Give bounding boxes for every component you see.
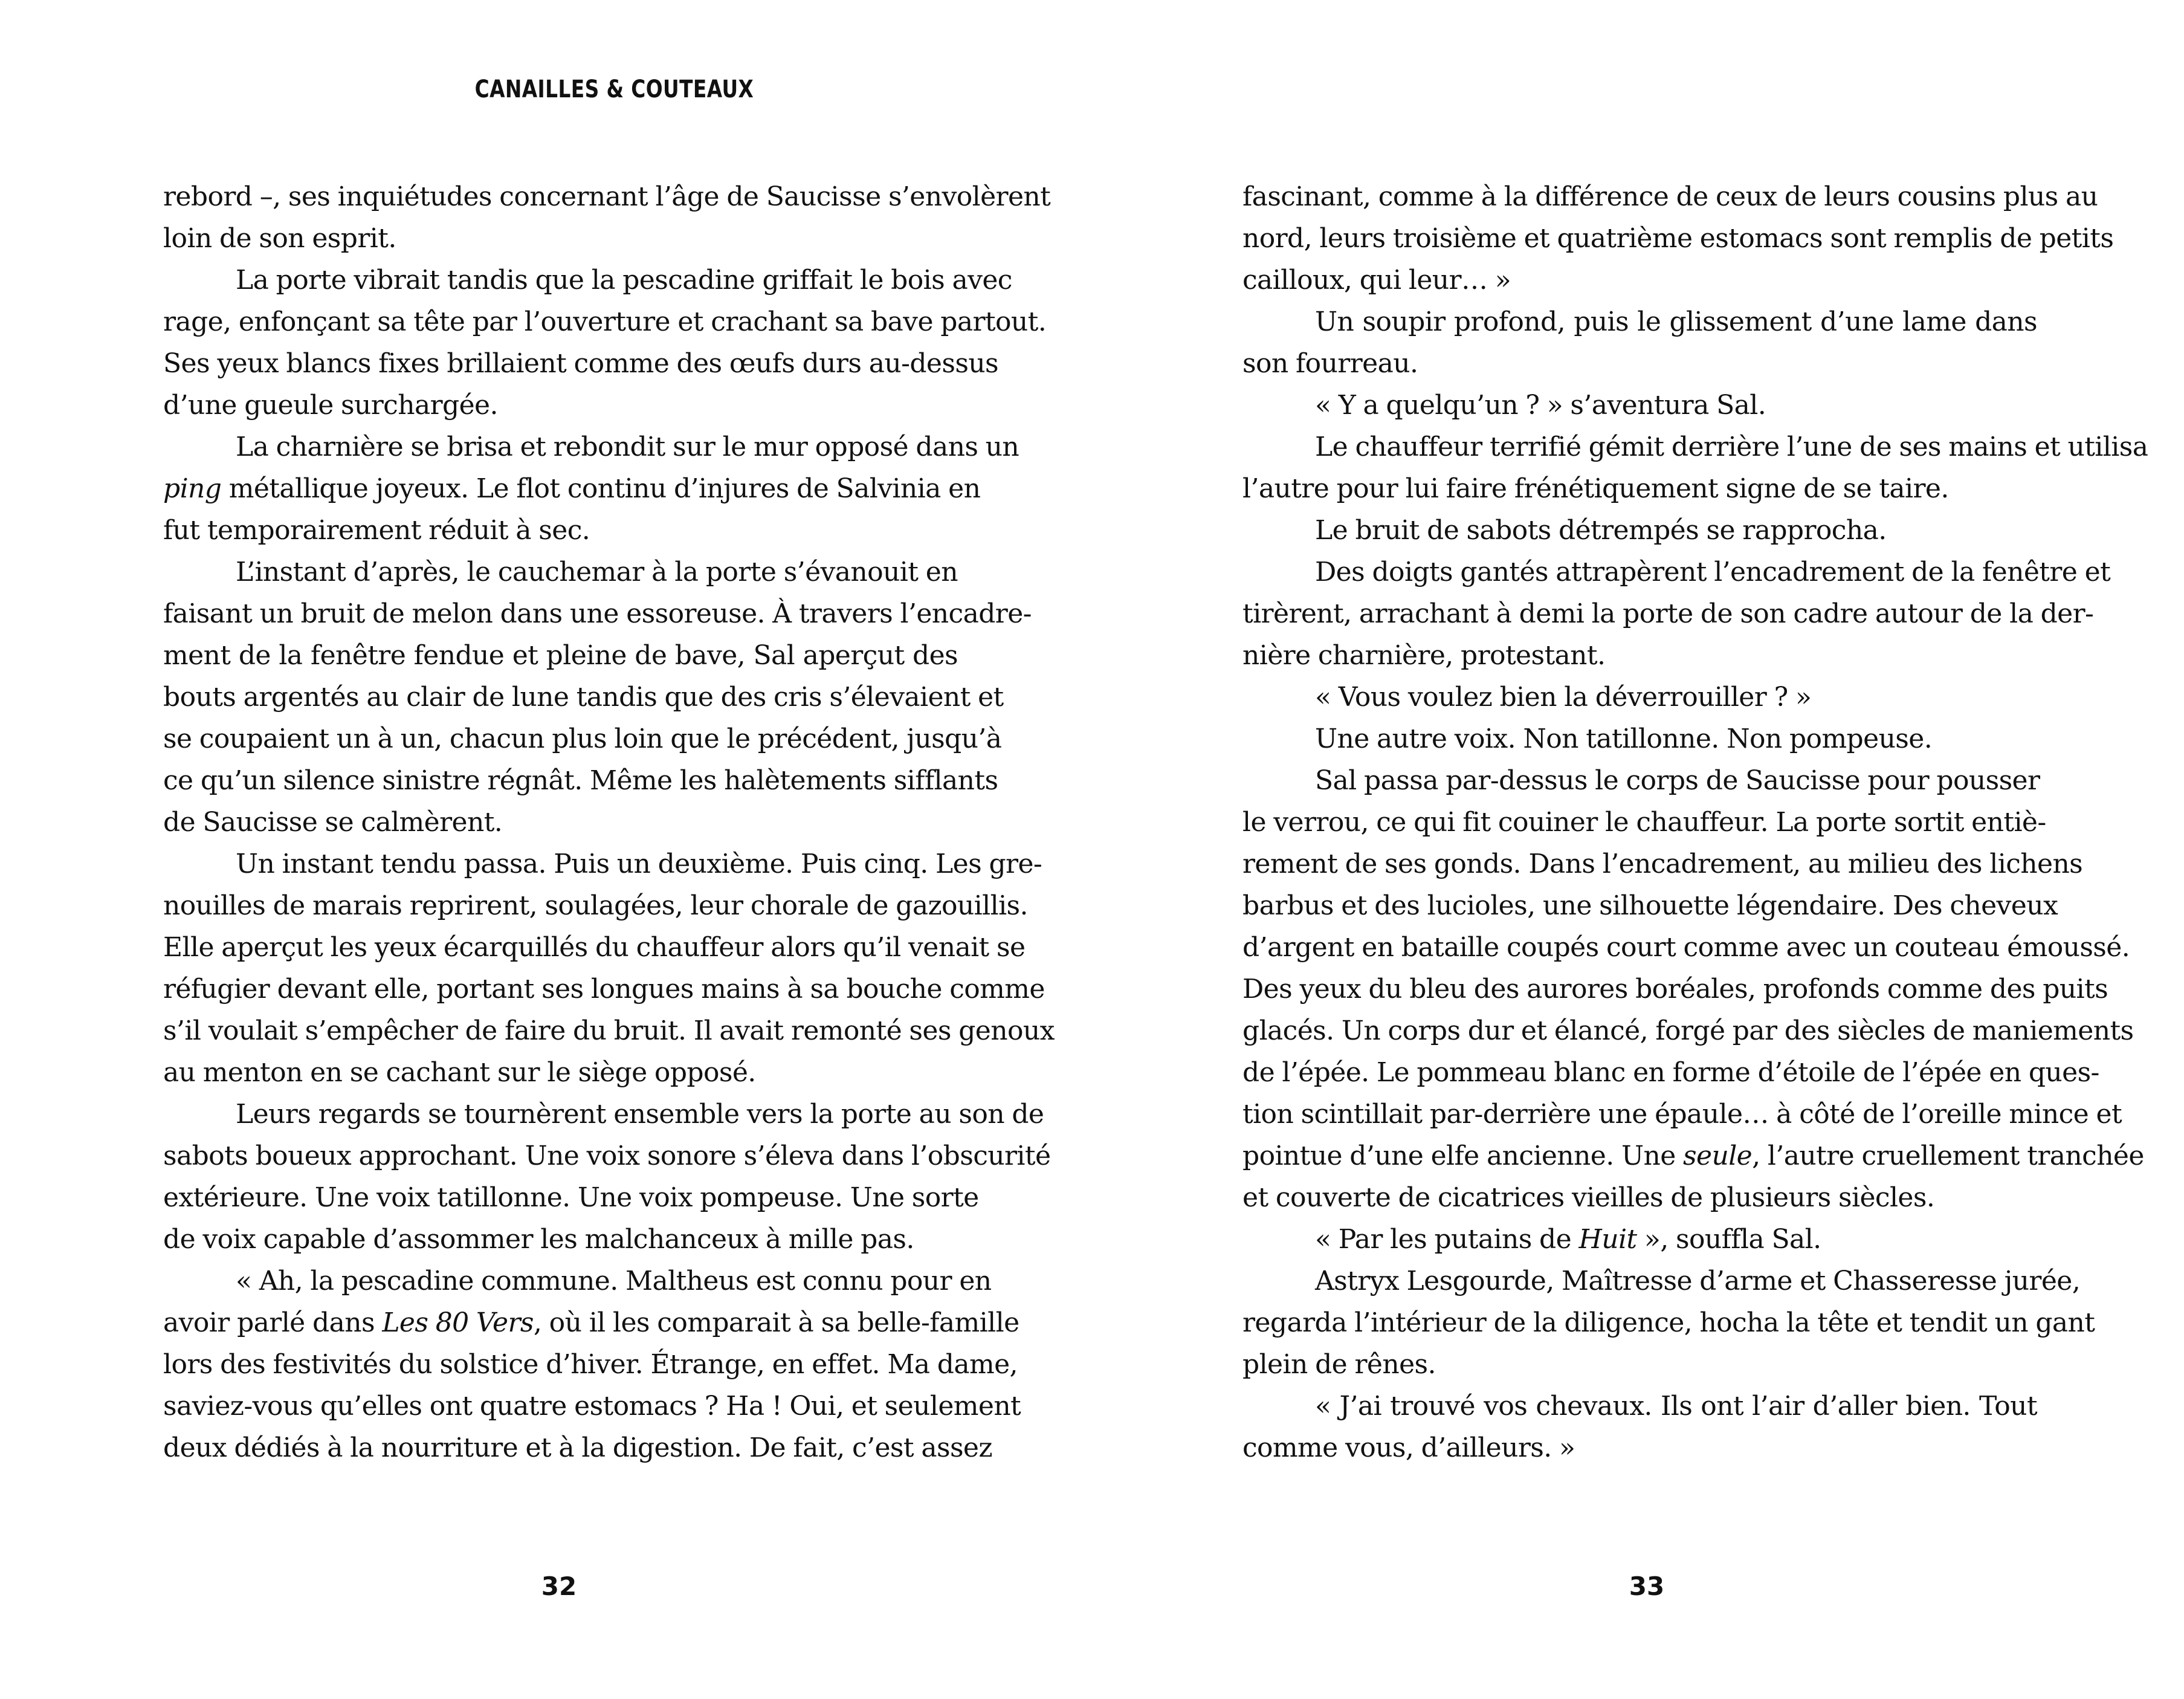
text-line: regarda l’intérieur de la diligence, hocha la tête et tendit un gant bbox=[1242, 1307, 2095, 1338]
text-line: d’une gueule surchargée. bbox=[163, 390, 498, 421]
text-line: ping métallique joyeux. Le flot continu d’injures de Salvinia en bbox=[163, 473, 981, 504]
text-line: fut temporairement réduit à sec. bbox=[163, 515, 590, 546]
text-line: tion scintillait par-derrière une épaule… à côté de l’oreille mince et bbox=[1242, 1099, 2122, 1130]
text-line: Sal passa par-dessus le corps de Saucisse pour pousser bbox=[1315, 765, 2040, 796]
text-line: faisant un bruit de melon dans une essoreuse. À travers l’encadre- bbox=[163, 598, 1032, 629]
text-line: ment de la fenêtre fendue et pleine de bave, Sal aperçut des bbox=[163, 640, 958, 671]
running-head: CANAILLES & COUTEAUX bbox=[474, 76, 754, 103]
text-line: « Y a quelqu’un ? » s’aventura Sal. bbox=[1315, 390, 1766, 421]
text-line: Elle aperçut les yeux écarquillés du chauffeur alors qu’il venait se bbox=[163, 932, 1026, 963]
text-line: comme vous, d’ailleurs. » bbox=[1242, 1432, 1575, 1463]
page-number-right: 33 bbox=[1629, 1571, 1665, 1601]
text-line: réfugier devant elle, portant ses longues mains à sa bouche comme bbox=[163, 974, 1045, 1005]
text-line: « J’ai trouvé vos chevaux. Ils ont l’air d’aller bien. Tout bbox=[1315, 1391, 2037, 1422]
text-line: et couverte de cicatrices vieilles de plusieurs siècles. bbox=[1242, 1182, 1935, 1213]
text-line: d’argent en bataille coupés court comme avec un couteau émoussé. bbox=[1242, 932, 2130, 963]
text-line: avoir parlé dans Les 80 Vers, où il les comparait à sa belle-famille bbox=[163, 1307, 1019, 1338]
text-line: s’il voulait s’empêcher de faire du bruit. Il avait remonté ses genoux bbox=[163, 1015, 1055, 1046]
text-line: bouts argentés au clair de lune tandis que des cris s’élevaient et bbox=[163, 682, 1004, 713]
text-line: Astryx Lesgourde, Maîtresse d’arme et Chasseresse jurée, bbox=[1315, 1266, 2081, 1296]
text-line: plein de rênes. bbox=[1242, 1349, 1436, 1380]
text-line: pointue d’une elfe ancienne. Une seule, l’autre cruellement tranchée bbox=[1242, 1141, 2144, 1171]
right-page-text bbox=[1242, 176, 2148, 1469]
text-line: nord, leurs troisième et quatrième estomacs sont remplis de petits bbox=[1242, 223, 2114, 254]
text-line: l’autre pour lui faire frénétiquement signe de se taire. bbox=[1242, 473, 1949, 504]
text-line: « Vous voulez bien la déverrouiller ? » bbox=[1315, 682, 1812, 713]
text-line: La porte vibrait tandis que la pescadine griffait le bois avec bbox=[236, 265, 1012, 296]
text-line: glacés. Un corps dur et élancé, forgé par des siècles de maniements bbox=[1242, 1015, 2134, 1046]
text-line: Une autre voix. Non tatillonne. Non pompeuse. bbox=[1315, 723, 1933, 754]
text-line: « Ah, la pescadine commune. Maltheus est connu pour en bbox=[236, 1266, 992, 1296]
text-line: de Saucisse se calmèrent. bbox=[163, 807, 503, 838]
text-line: L’instant d’après, le cauchemar à la porte s’évanouit en bbox=[236, 557, 958, 587]
text-line: Ses yeux blancs fixes brillaient comme des œufs durs au-dessus bbox=[163, 348, 999, 379]
text-line: Le chauffeur terrifié gémit derrière l’une de ses mains et utilisa bbox=[1315, 432, 2148, 462]
text-line: rage, enfonçant sa tête par l’ouverture et crachant sa bave partout. bbox=[163, 306, 1047, 337]
text-line: rement de ses gonds. Dans l’encadrement, au milieu des lichens bbox=[1242, 849, 2083, 879]
text-line: lors des festivités du solstice d’hiver. Étrange, en effet. Ma dame, bbox=[163, 1349, 1018, 1380]
text-line: Le bruit de sabots détrempés se rapprocha. bbox=[1315, 515, 1887, 546]
text-line: La charnière se brisa et rebondit sur le mur opposé dans un bbox=[236, 432, 1019, 462]
text-line: saviez-vous qu’elles ont quatre estomacs ? Ha ! Oui, et seulement bbox=[163, 1391, 1021, 1422]
text-line: sabots boueux approchant. Une voix sonore s’éleva dans l’obscurité bbox=[163, 1141, 1051, 1171]
text-line: le verrou, ce qui fit couiner le chauffeur. La porte sortit entiè- bbox=[1242, 807, 2046, 838]
text-line: Un instant tendu passa. Puis un deuxième. Puis cinq. Les gre- bbox=[236, 849, 1042, 879]
text-line: nouilles de marais reprirent, soulagées, leur chorale de gazouillis. bbox=[163, 890, 1028, 921]
text-line: extérieure. Une voix tatillonne. Une voix pompeuse. Une sorte bbox=[163, 1182, 979, 1213]
text-line: Un soupir profond, puis le glissement d’une lame dans bbox=[1315, 306, 2037, 337]
text-line: Des doigts gantés attrapèrent l’encadrement de la fenêtre et bbox=[1315, 557, 2111, 587]
text-line: de l’épée. Le pommeau blanc en forme d’étoile de l’épée en ques- bbox=[1242, 1057, 2099, 1088]
text-line: au menton en se cachant sur le siège opposé. bbox=[163, 1057, 756, 1088]
right-page bbox=[1092, 0, 2184, 1699]
text-line: Leurs regards se tournèrent ensemble vers la porte au son de bbox=[236, 1099, 1044, 1130]
text-line: fascinant, comme à la différence de ceux de leurs cousins plus au bbox=[1242, 181, 2098, 212]
text-line: se coupaient un à un, chacun plus loin que le précédent, jusqu’à bbox=[163, 723, 1002, 754]
text-line: cailloux, qui leur… » bbox=[1242, 265, 1511, 296]
text-line: nière charnière, protestant. bbox=[1242, 640, 1606, 671]
text-line: son fourreau. bbox=[1242, 348, 1418, 379]
text-line: de voix capable d’assommer les malchanceux à mille pas. bbox=[163, 1224, 914, 1255]
text-line: barbus et des lucioles, une silhouette légendaire. Des cheveux bbox=[1242, 890, 2058, 921]
text-line: ce qu’un silence sinistre régnât. Même les halètements sifflants bbox=[163, 765, 998, 796]
text-line: « Par les putains de Huit », souffla Sal. bbox=[1315, 1224, 1821, 1255]
text-line: deux dédiés à la nourriture et à la digestion. De fait, c’est assez bbox=[163, 1432, 992, 1463]
left-page-text bbox=[163, 176, 1055, 1469]
text-line: tirèrent, arrachant à demi la porte de son cadre autour de la der- bbox=[1242, 598, 2094, 629]
text-line: Des yeux du bleu des aurores boréales, profonds comme des puits bbox=[1242, 974, 2108, 1005]
text-line: loin de son esprit. bbox=[163, 223, 396, 254]
page-number-left: 32 bbox=[541, 1571, 577, 1601]
text-line: rebord –, ses inquiétudes concernant l’âge de Saucisse s’envolèrent bbox=[163, 181, 1051, 212]
